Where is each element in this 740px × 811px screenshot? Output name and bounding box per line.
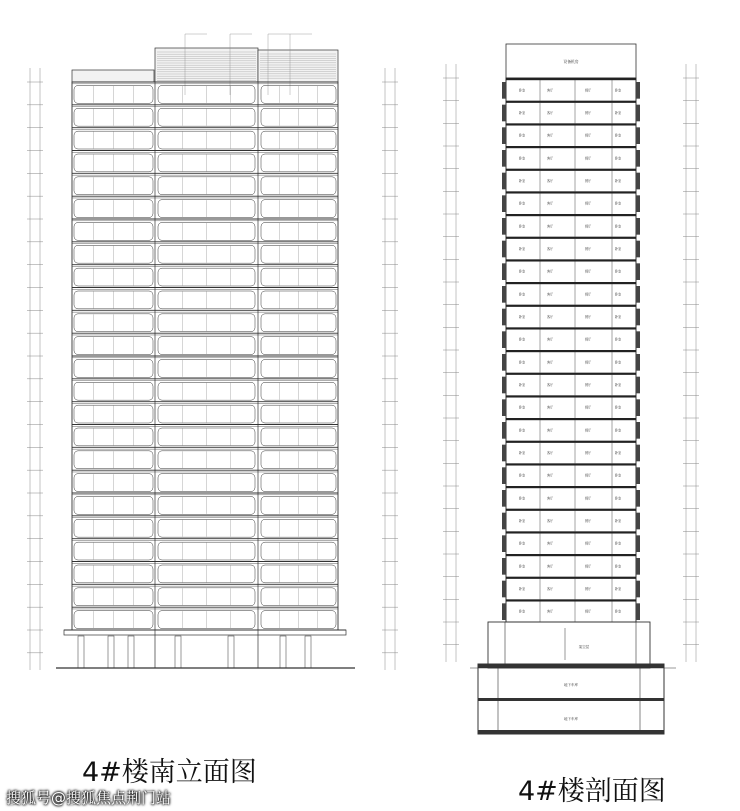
facade-edge bbox=[502, 558, 506, 575]
room-label: 客厅 bbox=[546, 496, 554, 501]
floor-slab bbox=[506, 418, 636, 420]
room-label: 卧室 bbox=[518, 111, 526, 115]
room-label: 餐厅 bbox=[584, 360, 592, 365]
floor-slab bbox=[506, 463, 636, 465]
basement-label: 地下车库 bbox=[564, 683, 578, 687]
room-label: 卧室 bbox=[614, 473, 622, 478]
facade-edge bbox=[636, 354, 640, 371]
facade-edge bbox=[636, 422, 640, 439]
room-label: 餐厅 bbox=[584, 383, 592, 387]
room-label: 客厅 bbox=[546, 179, 554, 183]
room-label: 卧室 bbox=[518, 315, 526, 319]
room-label: 客厅 bbox=[546, 88, 554, 93]
room-label: 卧室 bbox=[518, 587, 526, 591]
room-label: 餐厅 bbox=[584, 496, 592, 501]
roof-parapet-left bbox=[72, 70, 154, 82]
room-label: 餐厅 bbox=[584, 292, 592, 297]
room-label: 客厅 bbox=[546, 519, 554, 523]
facade-edge bbox=[502, 218, 506, 235]
room-label: 客厅 bbox=[546, 360, 554, 365]
room-label: 卧室 bbox=[614, 564, 622, 569]
section-lobby bbox=[488, 622, 650, 668]
section-drawing bbox=[443, 44, 699, 734]
room-label: 餐厅 bbox=[584, 564, 592, 569]
room-label: 客厅 bbox=[546, 111, 554, 115]
ground-column bbox=[175, 636, 181, 668]
room-label: 餐厅 bbox=[584, 428, 592, 433]
facade-edge bbox=[636, 127, 640, 144]
room-label: 卧室 bbox=[614, 383, 622, 387]
room-label: 餐厅 bbox=[584, 224, 592, 229]
floor-slab bbox=[506, 169, 636, 171]
room-label: 卧室 bbox=[518, 247, 526, 251]
room-label: 卧室 bbox=[614, 88, 622, 93]
facade-edge bbox=[502, 127, 506, 144]
facade-edge bbox=[636, 286, 640, 303]
ground-column bbox=[78, 636, 84, 668]
facade-edge bbox=[502, 195, 506, 212]
room-label: 卧室 bbox=[518, 133, 526, 138]
room-label: 餐厅 bbox=[584, 269, 592, 274]
facade-edge bbox=[636, 467, 640, 484]
room-label: 餐厅 bbox=[584, 315, 592, 319]
floor-slab bbox=[506, 78, 636, 80]
watermark: 搜狐号@搜狐焦点荆门站 bbox=[6, 789, 172, 807]
basement-floor-slab bbox=[478, 730, 664, 734]
floor-slab bbox=[506, 282, 636, 284]
room-label: 客厅 bbox=[546, 405, 554, 410]
facade-edge bbox=[636, 105, 640, 122]
room-label: 餐厅 bbox=[584, 156, 592, 161]
room-label: 卧室 bbox=[614, 247, 622, 251]
facade-edge bbox=[502, 603, 506, 620]
room-label: 餐厅 bbox=[584, 587, 592, 591]
room-label: 卧室 bbox=[614, 609, 622, 614]
room-label: 客厅 bbox=[546, 156, 554, 161]
floor-slab bbox=[506, 599, 636, 601]
facade-edge bbox=[502, 399, 506, 416]
room-label: 卧室 bbox=[518, 496, 526, 501]
room-label: 卧室 bbox=[518, 383, 526, 387]
floor-slab bbox=[506, 305, 636, 307]
room-label: 卧室 bbox=[518, 179, 526, 183]
room-label: 卧室 bbox=[518, 451, 526, 455]
room-label: 客厅 bbox=[546, 609, 554, 614]
basement-label: 地下车库 bbox=[564, 717, 578, 721]
floor-slab bbox=[506, 327, 636, 329]
floor-slab bbox=[506, 554, 636, 556]
room-label: 客厅 bbox=[546, 224, 554, 229]
lobby-label: 架空层 bbox=[578, 645, 590, 649]
floor-slab bbox=[506, 259, 636, 261]
facade-edge bbox=[502, 82, 506, 99]
room-label: 客厅 bbox=[546, 315, 554, 319]
roof-machine-room-label: 设备机房 bbox=[563, 59, 579, 64]
facade-edge bbox=[502, 331, 506, 348]
room-label: 卧室 bbox=[518, 473, 526, 478]
room-label: 卧室 bbox=[614, 337, 622, 342]
room-label: 餐厅 bbox=[584, 111, 592, 115]
room-label: 卧室 bbox=[518, 269, 526, 274]
facade-edge bbox=[502, 241, 506, 258]
facade-edge bbox=[502, 535, 506, 552]
room-label: 卧室 bbox=[614, 292, 622, 297]
facade-edge bbox=[636, 195, 640, 212]
facade-edge bbox=[502, 263, 506, 280]
room-label: 客厅 bbox=[546, 337, 554, 342]
facade-edge bbox=[636, 241, 640, 258]
room-label: 客厅 bbox=[546, 383, 554, 387]
facade-edge bbox=[636, 399, 640, 416]
south-elevation-drawing bbox=[27, 34, 398, 670]
room-label: 客厅 bbox=[546, 428, 554, 433]
facade-edge bbox=[502, 173, 506, 190]
room-label: 卧室 bbox=[518, 541, 526, 546]
floor-slab bbox=[506, 191, 636, 193]
floor-slab bbox=[506, 395, 636, 397]
floor-slab bbox=[506, 486, 636, 488]
room-label: 卧室 bbox=[614, 360, 622, 365]
facade-edge bbox=[636, 377, 640, 394]
facade-edge bbox=[636, 82, 640, 99]
room-label: 客厅 bbox=[546, 133, 554, 138]
facade-edge bbox=[502, 490, 506, 507]
room-label: 卧室 bbox=[614, 496, 622, 501]
room-label: 卧室 bbox=[518, 88, 526, 93]
facade-edge bbox=[502, 422, 506, 439]
facade-edge bbox=[502, 513, 506, 530]
room-label: 餐厅 bbox=[584, 337, 592, 342]
facade-edge bbox=[502, 445, 506, 462]
floor-slab bbox=[506, 214, 636, 216]
room-label: 卧室 bbox=[614, 587, 622, 591]
room-label: 客厅 bbox=[546, 247, 554, 251]
facade-edge bbox=[502, 354, 506, 371]
room-label: 客厅 bbox=[546, 473, 554, 478]
facade-edge bbox=[502, 105, 506, 122]
room-label: 卧室 bbox=[518, 156, 526, 161]
room-label: 餐厅 bbox=[584, 247, 592, 251]
room-label: 餐厅 bbox=[584, 541, 592, 546]
room-label: 卧室 bbox=[614, 224, 622, 229]
basement-roof-slab bbox=[478, 664, 664, 668]
facade-edge bbox=[636, 445, 640, 462]
room-label: 卧室 bbox=[518, 609, 526, 614]
section-caption: 4#楼剖面图 bbox=[518, 776, 666, 807]
facade-edge bbox=[636, 490, 640, 507]
room-label: 餐厅 bbox=[584, 201, 592, 206]
room-label: 卧室 bbox=[614, 179, 622, 183]
room-label: 餐厅 bbox=[584, 405, 592, 410]
floor-slab bbox=[506, 101, 636, 103]
ground-column bbox=[228, 636, 234, 668]
floor-slab bbox=[506, 237, 636, 239]
facade-edge bbox=[636, 218, 640, 235]
room-label: 客厅 bbox=[546, 292, 554, 297]
room-label: 餐厅 bbox=[584, 179, 592, 183]
ground-column bbox=[108, 636, 114, 668]
room-label: 餐厅 bbox=[584, 473, 592, 478]
facade-edge bbox=[636, 535, 640, 552]
room-label: 卧室 bbox=[614, 269, 622, 274]
floor-slab bbox=[506, 373, 636, 375]
facade-edge bbox=[502, 467, 506, 484]
facade-edge bbox=[636, 150, 640, 167]
room-label: 卧室 bbox=[614, 156, 622, 161]
room-label: 卧室 bbox=[614, 111, 622, 115]
room-label: 卧室 bbox=[518, 428, 526, 433]
ground-column bbox=[128, 636, 134, 668]
room-label: 卧室 bbox=[614, 201, 622, 206]
room-label: 客厅 bbox=[546, 587, 554, 591]
room-label: 卧室 bbox=[518, 360, 526, 365]
facade-edge bbox=[636, 263, 640, 280]
room-label: 客厅 bbox=[546, 541, 554, 546]
room-label: 客厅 bbox=[546, 201, 554, 206]
room-label: 客厅 bbox=[546, 564, 554, 569]
room-label: 卧室 bbox=[614, 451, 622, 455]
ground-column bbox=[305, 636, 311, 668]
room-label: 餐厅 bbox=[584, 88, 592, 93]
facade-edge bbox=[502, 581, 506, 598]
podium-band bbox=[64, 630, 346, 635]
roof-crown-right bbox=[258, 50, 338, 82]
room-label: 卧室 bbox=[518, 337, 526, 342]
floor-slab bbox=[506, 350, 636, 352]
facade-edge bbox=[636, 309, 640, 326]
facade-edge bbox=[502, 309, 506, 326]
floor-slab bbox=[506, 509, 636, 511]
room-label: 卧室 bbox=[518, 405, 526, 410]
facade-edge bbox=[636, 603, 640, 620]
facade-edge bbox=[636, 513, 640, 530]
ground-column bbox=[280, 636, 286, 668]
room-label: 餐厅 bbox=[584, 133, 592, 138]
room-label: 卧室 bbox=[614, 541, 622, 546]
facade-edge bbox=[636, 331, 640, 348]
room-label: 卧室 bbox=[518, 292, 526, 297]
facade-edge bbox=[502, 150, 506, 167]
basement-slab bbox=[478, 698, 664, 701]
room-label: 卧室 bbox=[518, 201, 526, 206]
floor-slab bbox=[506, 577, 636, 579]
room-label: 餐厅 bbox=[584, 519, 592, 523]
facade-edge bbox=[636, 173, 640, 190]
facade-edge bbox=[502, 377, 506, 394]
floor-slab bbox=[506, 531, 636, 533]
facade-edge bbox=[636, 581, 640, 598]
facade-edge bbox=[502, 286, 506, 303]
floor-slab bbox=[506, 123, 636, 125]
elevation-caption: 4#楼南立面图 bbox=[82, 757, 257, 788]
room-label: 卧室 bbox=[614, 428, 622, 433]
room-label: 卧室 bbox=[518, 519, 526, 523]
roof-crown-screen bbox=[155, 48, 258, 82]
floor-slab bbox=[506, 146, 636, 148]
floor-slab bbox=[506, 441, 636, 443]
room-label: 餐厅 bbox=[584, 609, 592, 614]
room-label: 卧室 bbox=[614, 405, 622, 410]
room-label: 餐厅 bbox=[584, 451, 592, 455]
room-label: 卧室 bbox=[518, 224, 526, 229]
room-label: 卧室 bbox=[614, 519, 622, 523]
room-label: 客厅 bbox=[546, 451, 554, 455]
room-label: 客厅 bbox=[546, 269, 554, 274]
room-label: 卧室 bbox=[614, 315, 622, 319]
room-label: 卧室 bbox=[614, 133, 622, 138]
room-label: 卧室 bbox=[518, 564, 526, 569]
facade-edge bbox=[636, 558, 640, 575]
